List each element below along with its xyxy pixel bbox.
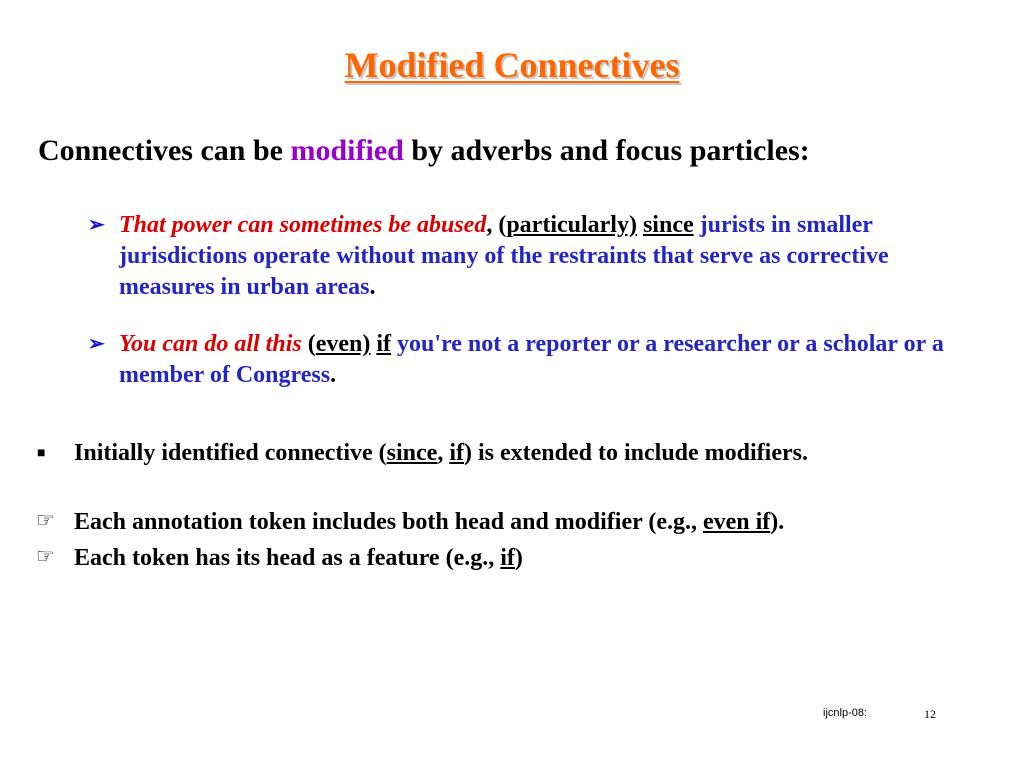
pointing-hand-icon: ☞ [36, 544, 55, 568]
example-1-separator: , ( [486, 212, 507, 238]
connective-if: if [449, 440, 464, 466]
pointing-hand-icon: ☞ [36, 508, 55, 532]
intro-text-end: by adverbs and focus particles: [403, 134, 810, 167]
intro-text-start: Connectives can be [38, 134, 291, 167]
example-even-if: even if [702, 509, 771, 535]
example-1-period: . [369, 274, 376, 300]
point-extension: ■ Initially identified connective (since, if) is extended to include modifiers. [74, 438, 808, 469]
point-head-feature: ☞ Each token has its head as a feature (e.g., if) [74, 543, 523, 574]
footer-venue: ijcnlp-08: [823, 707, 868, 719]
intro-highlight: modified [290, 134, 404, 167]
example-2-period: . [330, 362, 337, 388]
example-1-arg1: That power can sometimes be abused [119, 212, 487, 238]
example-1-arg2: jurists in smaller jurisdictions operate without many of the restraints that serve as corrective measures in urban areas [119, 212, 889, 300]
example-2-arg1: You can do all this [119, 331, 302, 357]
slide-title: Modified Connectives [344, 45, 680, 85]
arrow-bullet-icon: ➢ [88, 214, 105, 236]
example-1-modifier: particularly) [506, 212, 637, 238]
example-2-separator: ( [301, 331, 316, 357]
connective-since: since [386, 440, 438, 466]
page-number: 12 [924, 707, 936, 721]
example-2 [88, 329, 989, 391]
example-2-head: if [376, 331, 392, 357]
example-if: if [500, 545, 515, 571]
intro-sentence [38, 134, 810, 168]
arrow-bullet-icon: ➢ [88, 333, 105, 355]
square-bullet-icon: ■ [37, 446, 46, 461]
example-1-head: since [642, 212, 694, 238]
example-2-modifier: even) [315, 331, 371, 357]
example-2-arg2: you're not a reporter or a researcher or a scholar or a member of Congress [119, 331, 944, 388]
point-annotation-token: ☞ Each annotation token includes both head and modifier (e.g., even if). [74, 507, 784, 538]
example-1 [88, 210, 989, 303]
